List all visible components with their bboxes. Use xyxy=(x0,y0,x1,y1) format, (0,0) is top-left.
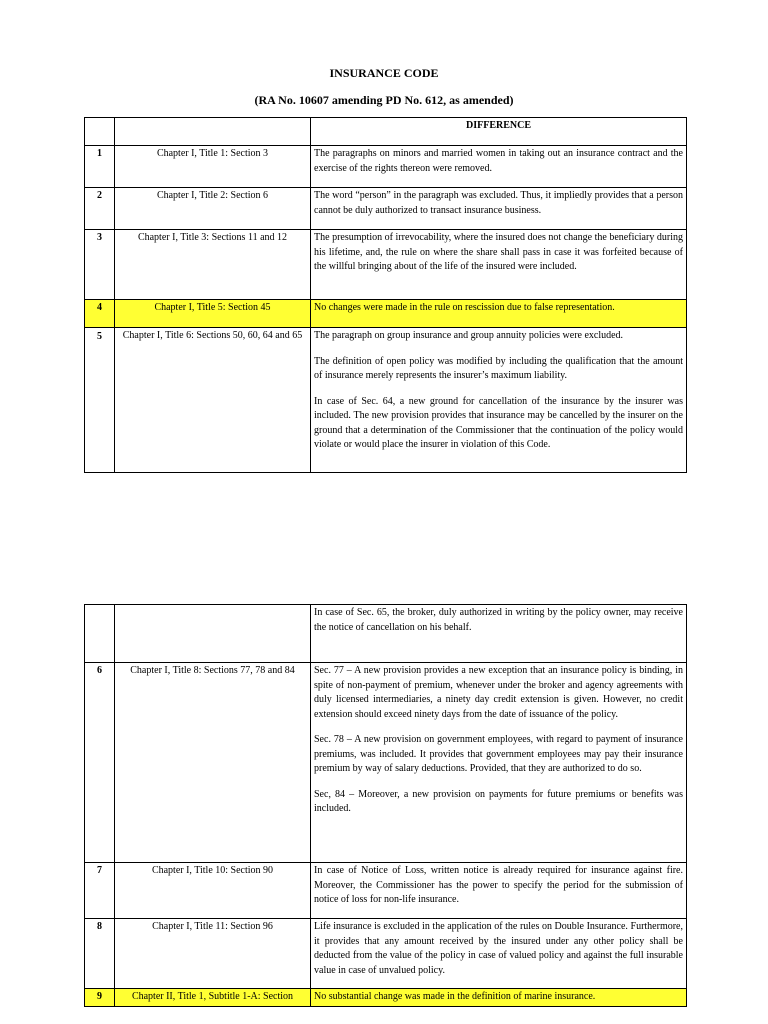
difference-paragraph: The definition of open policy was modified by including the qualification that the amount of insurance merely represents the insurer’s maximum liability. xyxy=(314,355,683,381)
difference-paragraph: The paragraphs on minors and married women in taking out an insurance contract and the exercise of the rights thereon were removed. xyxy=(314,148,683,174)
difference-paragraph: In case of Sec. 64, a new ground for cancellation of the insurance by the insurer was included. The new provision provides that insurance may be cancelled by the insurer on the ground that a determination of the Commissioner that the continuation of the policy would violate or would place the insurer in violation of this Code. xyxy=(314,395,683,450)
header-cell-difference: DIFFERENCE xyxy=(311,118,687,146)
table-row xyxy=(85,663,687,863)
difference-paragraph: The paragraph on group insurance and group annuity policies were excluded. xyxy=(314,330,624,341)
difference-paragraph: No changes were made in the rule on rescission due to false representation. xyxy=(314,302,615,313)
comparison-table-page-2 xyxy=(84,604,687,1007)
row-number: 9 xyxy=(85,989,115,1007)
difference-description xyxy=(311,919,687,989)
row-number: 7 xyxy=(85,863,115,919)
difference-paragraph: The word “person” in the paragraph was excluded. Thus, it impliedly provides that a person cannot be duly authorized to transact insurance business. xyxy=(314,190,683,216)
table-header-row xyxy=(85,118,687,146)
section-reference: Chapter I, Title 5: Section 45 xyxy=(115,300,311,328)
row-number: 4 xyxy=(85,300,115,328)
header-cell-section xyxy=(115,118,311,146)
difference-paragraph: In case of Sec. 65, the broker, duly authorized in writing by the policy owner, may receive the notice of cancellation on his behalf. xyxy=(314,607,683,633)
difference-description xyxy=(311,230,687,300)
difference-paragraph: No substantial change was made in the definition of marine insurance. xyxy=(314,991,596,1002)
difference-description xyxy=(311,328,687,473)
comparison-table-page-1 xyxy=(84,117,687,473)
table-row xyxy=(85,989,687,1007)
section-reference: Chapter I, Title 1: Section 3 xyxy=(115,146,311,188)
section-reference: Chapter I, Title 11: Section 96 xyxy=(115,919,311,989)
difference-description xyxy=(311,663,687,863)
difference-description xyxy=(311,146,687,188)
difference-description xyxy=(311,863,687,919)
difference-paragraph: Sec. 78 – A new provision on government employees, with regard to payment of insurance premiums, was included. It provides that government employees may pay their insurance premium by way of salary deductions. Provided, that they are authorized to do so. xyxy=(314,734,683,774)
section-reference: Chapter I, Title 2: Section 6 xyxy=(115,188,311,230)
difference-paragraph: Life insurance is excluded in the application of the rules on Double Insurance. Furthermore, it provides that any amount received by the insured under any other policy shall be deducted from the value of the policy in case of valued policy and against the full insurable value in case of unvalued policy. xyxy=(314,921,683,976)
section-reference: Chapter I, Title 6: Sections 50, 60, 64 and 65 xyxy=(115,328,311,473)
table-row xyxy=(85,863,687,919)
section-reference: Chapter I, Title 8: Sections 77, 78 and 84 xyxy=(115,663,311,863)
difference-description xyxy=(311,605,687,663)
document-title: INSURANCE CODE xyxy=(329,66,439,80)
section-reference: Chapter I, Title 10: Section 90 xyxy=(115,863,311,919)
table-row xyxy=(85,300,687,328)
document-subtitle: (RA No. 10607 amending PD No. 612, as amended) xyxy=(254,93,514,107)
difference-description xyxy=(311,989,687,1007)
header-cell-number xyxy=(85,118,115,146)
table-row xyxy=(85,605,687,663)
row-number: 3 xyxy=(85,230,115,300)
section-reference: Chapter I, Title 3: Sections 11 and 12 xyxy=(115,230,311,300)
difference-description xyxy=(311,188,687,230)
table-row xyxy=(85,230,687,300)
difference-paragraph: In case of Notice of Loss, written notice is already required for insurance against fire. Moreover, the Commissioner has the power to specify the period for the submission of notice of loss for non-life insurance. xyxy=(314,865,683,905)
section-reference xyxy=(115,605,311,663)
row-number: 5 xyxy=(85,328,115,473)
row-number: 2 xyxy=(85,188,115,230)
row-number: 1 xyxy=(85,146,115,188)
row-number xyxy=(85,605,115,663)
table-row xyxy=(85,188,687,230)
difference-paragraph: The presumption of irrevocability, where the insured does not change the beneficiary during his lifetime, and, the rule on where the share shall pass in case it was forfeited because of the willful bringing about of the life of the insured were included. xyxy=(314,232,683,272)
table-row xyxy=(85,919,687,989)
table-row xyxy=(85,146,687,188)
difference-paragraph: Sec. 77 – A new provision provides a new exception that an insurance policy is binding, in spite of non-payment of premium, whenever under the broker and agency agreements with duly licensed intermediaries, a ninety day credit extension is given. However, no credit extension should exceed ninety days from the date of issuance of the policy. xyxy=(314,665,683,720)
difference-paragraph: Sec, 84 – Moreover, a new provision on payments for future premiums or benefits was included. xyxy=(314,788,683,814)
difference-description xyxy=(311,300,687,328)
table-row xyxy=(85,328,687,473)
row-number: 6 xyxy=(85,663,115,863)
section-reference: Chapter II, Title 1, Subtitle 1-A: Section xyxy=(115,989,311,1007)
row-number: 8 xyxy=(85,919,115,989)
